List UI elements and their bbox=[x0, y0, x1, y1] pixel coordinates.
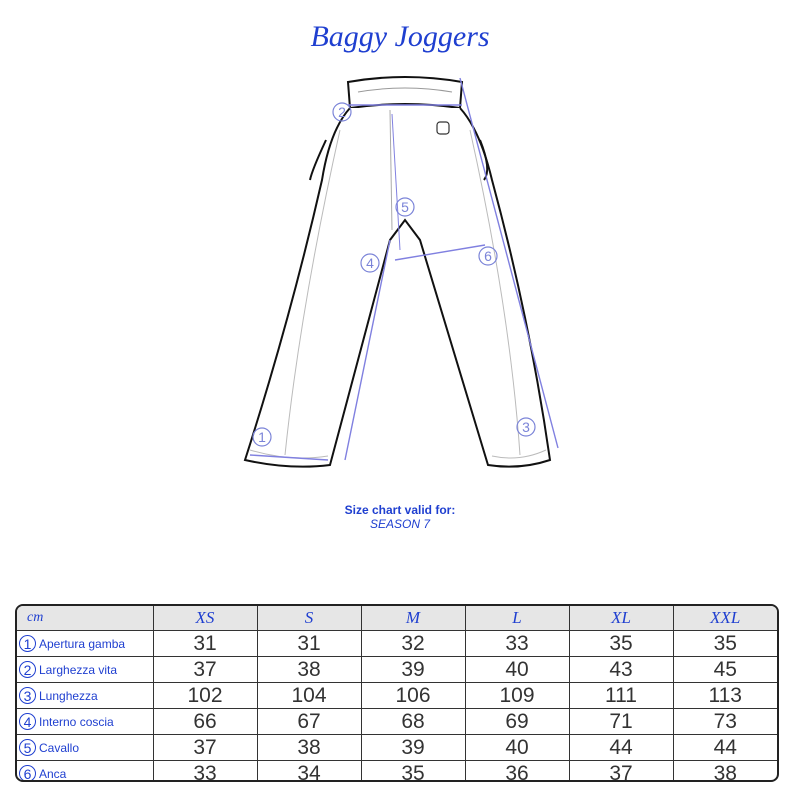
table-cell: 40 bbox=[465, 657, 569, 683]
table-cell: 69 bbox=[465, 709, 569, 735]
table-cell: 44 bbox=[673, 735, 777, 761]
svg-text:6: 6 bbox=[484, 248, 492, 264]
table-cell: 102 bbox=[153, 683, 257, 709]
table-row bbox=[17, 709, 777, 735]
measure-number: 3 bbox=[19, 687, 36, 704]
measure-label bbox=[17, 709, 153, 735]
unit-header: cm bbox=[17, 606, 153, 631]
measure-name: Lunghezza bbox=[39, 688, 98, 703]
table-cell: 31 bbox=[257, 631, 361, 657]
size-xxl-header: XXL bbox=[673, 606, 777, 631]
table-row bbox=[17, 761, 777, 783]
measure-name: Larghezza vita bbox=[39, 662, 118, 677]
table-cell: 43 bbox=[569, 657, 673, 683]
table-row bbox=[17, 735, 777, 761]
table-row bbox=[17, 657, 777, 683]
measure-number: 6 bbox=[19, 765, 36, 782]
size-xl-header: XL bbox=[569, 606, 673, 631]
table-cell: 36 bbox=[465, 761, 569, 783]
page-title: Baggy Joggers bbox=[310, 20, 490, 53]
table-cell: 73 bbox=[673, 709, 777, 735]
table-cell: 38 bbox=[673, 761, 777, 783]
table-cell: 38 bbox=[257, 735, 361, 761]
measure-number: 5 bbox=[19, 739, 36, 756]
measure-name: Anca bbox=[39, 766, 67, 781]
size-table bbox=[15, 604, 779, 782]
table-cell: 45 bbox=[673, 657, 777, 683]
table-cell: 104 bbox=[257, 683, 361, 709]
size-s-header: S bbox=[257, 606, 361, 631]
measure-label bbox=[17, 631, 153, 657]
table-cell: 109 bbox=[465, 683, 569, 709]
size-l-header: L bbox=[465, 606, 569, 631]
table-cell: 40 bbox=[465, 735, 569, 761]
table-cell: 68 bbox=[361, 709, 465, 735]
table-cell: 66 bbox=[153, 709, 257, 735]
measure-label bbox=[17, 761, 153, 783]
measure-number: 2 bbox=[19, 661, 36, 678]
validity-line2: SEASON 7 bbox=[369, 517, 431, 531]
size-header-row bbox=[17, 606, 777, 631]
table-cell: 35 bbox=[361, 761, 465, 783]
measure-label bbox=[17, 735, 153, 761]
measure-label bbox=[17, 683, 153, 709]
measure-number: 1 bbox=[19, 635, 36, 652]
svg-text:1: 1 bbox=[258, 429, 266, 445]
table-cell: 39 bbox=[361, 657, 465, 683]
size-xs-header: XS bbox=[153, 606, 257, 631]
table-cell: 37 bbox=[569, 761, 673, 783]
table-cell: 34 bbox=[257, 761, 361, 783]
joggers-diagram bbox=[230, 70, 580, 480]
table-cell: 37 bbox=[153, 657, 257, 683]
svg-text:3: 3 bbox=[522, 419, 530, 435]
table-cell: 71 bbox=[569, 709, 673, 735]
size-m-header: M bbox=[361, 606, 465, 631]
svg-text:5: 5 bbox=[401, 199, 409, 215]
table-cell: 33 bbox=[153, 761, 257, 783]
validity-line1: Size chart valid for: bbox=[344, 503, 456, 517]
table-cell: 67 bbox=[257, 709, 361, 735]
table-cell: 32 bbox=[361, 631, 465, 657]
table-row bbox=[17, 683, 777, 709]
measure-name: Cavallo bbox=[39, 740, 80, 755]
svg-text:2: 2 bbox=[338, 104, 346, 120]
table-cell: 35 bbox=[569, 631, 673, 657]
table-cell: 37 bbox=[153, 735, 257, 761]
svg-text:4: 4 bbox=[366, 255, 374, 271]
table-cell: 39 bbox=[361, 735, 465, 761]
table-row bbox=[17, 631, 777, 657]
table-cell: 111 bbox=[569, 683, 673, 709]
measure-name: Interno coscia bbox=[39, 714, 114, 729]
table-cell: 113 bbox=[673, 683, 777, 709]
table-cell: 31 bbox=[153, 631, 257, 657]
table-cell: 106 bbox=[361, 683, 465, 709]
table-cell: 38 bbox=[257, 657, 361, 683]
validity-note bbox=[0, 503, 800, 531]
measure-label bbox=[17, 657, 153, 683]
measure-name: Apertura gamba bbox=[39, 636, 126, 651]
table-cell: 33 bbox=[465, 631, 569, 657]
measure-number: 4 bbox=[19, 713, 36, 730]
table-cell: 35 bbox=[673, 631, 777, 657]
table-cell: 44 bbox=[569, 735, 673, 761]
